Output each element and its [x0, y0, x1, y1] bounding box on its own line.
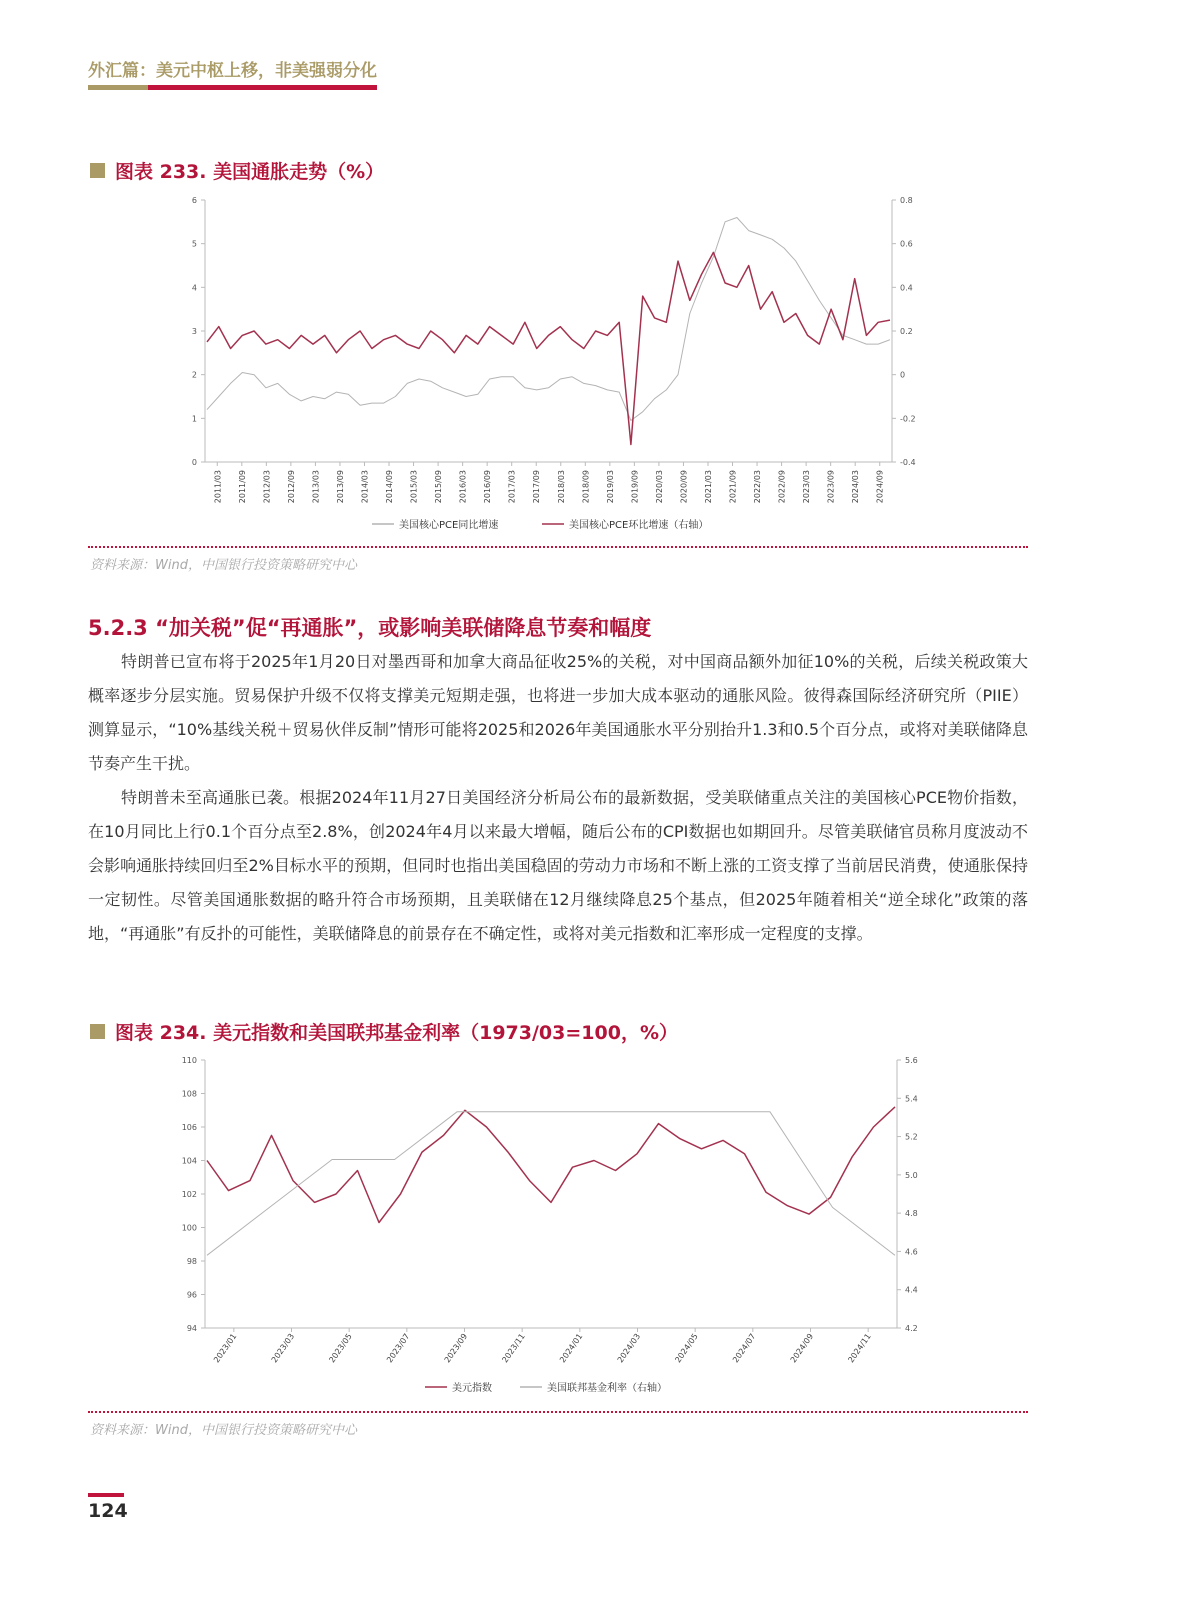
x-tick-label: 2020/03: [654, 470, 664, 504]
x-tick-label: 2019/09: [630, 470, 640, 504]
y-tick-label: 0: [191, 458, 197, 467]
x-tick-label: 2011/09: [237, 470, 247, 504]
x-tick-label: 2024/07: [731, 1331, 758, 1365]
x-tick-label: 2023/09: [826, 470, 836, 504]
x-tick-label: 2018/09: [581, 470, 591, 504]
figure-233-source: 资料来源：Wind，中国银行投资策略研究中心: [90, 558, 357, 573]
x-tick-label: 2022/09: [777, 470, 787, 504]
section-heading: 5.2.3 “加关税”促“再通胀”，或影响美联储降息节奏和幅度: [88, 616, 652, 640]
y-tick-label: 102: [181, 1190, 197, 1199]
x-tick-label: 2024/05: [673, 1331, 700, 1365]
series-line-2: [207, 1112, 895, 1256]
x-tick-label: 2023/03: [802, 470, 812, 504]
x-tick-label: 2018/03: [556, 470, 566, 504]
running-header: 外汇篇：美元中枢上移，非美强弱分化: [88, 61, 377, 81]
x-tick-label: 2012/09: [286, 470, 296, 504]
y-tick-label: 94: [186, 1324, 197, 1333]
x-tick-label: 2021/03: [703, 470, 713, 504]
y-tick-label: 4: [191, 283, 197, 293]
x-tick-label: 2011/03: [213, 470, 223, 504]
x-tick-label: 2023/07: [385, 1331, 412, 1365]
y2-tick-label: -0.2: [900, 414, 916, 424]
x-tick-label: 2022/03: [753, 470, 763, 504]
x-tick-label: 2023/11: [500, 1331, 527, 1365]
y2-tick-label: 0.8: [900, 196, 913, 205]
x-tick-label: 2023/09: [442, 1331, 470, 1365]
y2-tick-label: 4.4: [905, 1285, 918, 1295]
x-tick-label: 2015/09: [434, 470, 444, 504]
figure-234-title: [90, 1018, 678, 1045]
square-bullet-icon: [90, 163, 105, 178]
y-tick-label: 108: [181, 1089, 197, 1099]
legend-label: 美国核心PCE环比增速（右轴）: [569, 520, 709, 531]
x-tick-label: 2024/03: [615, 1331, 643, 1365]
x-tick-label: 2014/03: [360, 470, 370, 504]
header-rule-gold: [88, 85, 148, 90]
figure-234-source: 资料来源：Wind，中国银行投资策略研究中心: [90, 1423, 357, 1438]
dotted-divider: [88, 1411, 1028, 1413]
x-tick-label: 2019/03: [605, 470, 615, 504]
x-tick-label: 2024/09: [875, 470, 885, 504]
y2-tick-label: 4.2: [905, 1324, 918, 1333]
figure-233-title: [90, 157, 384, 184]
y2-tick-label: 4.8: [905, 1209, 918, 1219]
y2-tick-label: -0.4: [900, 458, 916, 467]
y-tick-label: 5: [191, 239, 197, 249]
figure-233-title-text: 图表 233. 美国通胀走势（%）: [115, 161, 385, 183]
figure-234-title-text: 图表 234. 美元指数和美国联邦基金利率（1973/03=100，%）: [115, 1022, 678, 1044]
y2-tick-label: 4.6: [905, 1247, 918, 1257]
y2-tick-label: 5.6: [905, 1056, 918, 1065]
x-tick-label: 2016/09: [483, 470, 493, 504]
y-tick-label: 2: [191, 370, 197, 380]
paragraph-2: 特朗普未至高通胀已袭。根据2024年11月27日美国经济分析局公布的最新数据，受美联储重点关注的美国核心PCE物价指数，在10月同比上行0.1个百分点至2.8%，创2024年4月以来最大增幅，随后公布的CPI数据也如期回升。尽管美联储官员称月度波动不会影响通胀持续回归至2%目标水平的预期，但同时也指出美国稳固的劳动力市场和不断上涨的工资支撑了当前居民消费，使通胀保持一定韧性。尽管美国通胀数据的略升符合市场预期，且美联储在12月继续降息25个基点，但2025年随着相关“逆全球化”政策的落地，“再通胀”有反扑的可能性，美联储降息的前景存在不确定性，或将对美元指数和汇率形成一定程度的支撑。: [88, 788, 1028, 943]
x-tick-label: 2013/03: [311, 470, 321, 504]
y2-tick-label: 5.2: [905, 1132, 918, 1142]
y2-tick-label: 0.6: [900, 239, 913, 249]
x-tick-label: 2020/09: [679, 470, 689, 504]
x-tick-label: 2017/03: [507, 470, 517, 504]
square-bullet-icon: [90, 1024, 105, 1039]
x-tick-label: 2016/03: [458, 470, 468, 504]
x-tick-label: 2024/03: [851, 470, 861, 504]
x-tick-label: 2023/01: [212, 1331, 239, 1365]
header-rule-red: [148, 85, 377, 90]
y2-tick-label: 5.4: [905, 1094, 918, 1104]
figure-234-chart: [150, 1050, 940, 1402]
x-tick-label: 2024/11: [846, 1331, 873, 1365]
y2-tick-label: 5.0: [905, 1170, 918, 1180]
x-tick-label: 2023/05: [327, 1331, 354, 1365]
x-tick-label: 2023/03: [269, 1331, 297, 1365]
page-number: 124: [88, 1500, 128, 1522]
y2-tick-label: 0: [900, 370, 906, 380]
y2-tick-label: 0.4: [900, 283, 913, 293]
x-tick-label: 2021/09: [728, 470, 738, 504]
y-tick-label: 100: [181, 1223, 197, 1233]
y-tick-label: 106: [181, 1123, 197, 1132]
legend-label: 美国核心PCE同比增速: [399, 520, 499, 531]
legend-label: 美国联邦基金利率（右轴）: [547, 1383, 667, 1394]
series-line-2: [207, 252, 890, 444]
figure-233-chart: [150, 188, 940, 538]
y-tick-label: 6: [191, 196, 197, 205]
y-tick-label: 96: [186, 1290, 197, 1300]
y-tick-label: 104: [181, 1156, 197, 1166]
page-number-rule: [88, 1493, 124, 1497]
x-tick-label: 2015/03: [409, 470, 419, 504]
x-tick-label: 2024/09: [788, 1331, 816, 1365]
y-tick-label: 1: [191, 414, 197, 424]
x-tick-label: 2024/01: [558, 1331, 585, 1365]
dotted-divider: [88, 546, 1028, 548]
paragraph-1: 特朗普已宣布将于2025年1月20日对墨西哥和加拿大商品征收25%的关税，对中国商品额外加征10%的关税，后续关税政策大概率逐步分层实施。贸易保护升级不仅将支撑美元短期走强，也将进一步加大成本驱动的通胀风险。彼得森国际经济研究所（PIIE）测算显示，“10%基线关税＋贸易伙伴反制”情形可能将2025和2026年美国通胀水平分别抬升1.3和0.5个百分点，或将对美联储降息节奏产生干扰。: [88, 652, 1028, 773]
x-tick-label: 2014/09: [385, 470, 395, 504]
y-tick-label: 3: [191, 327, 197, 336]
y2-tick-label: 0.2: [900, 327, 913, 336]
x-tick-label: 2017/09: [532, 470, 542, 504]
series-line-1: [207, 1107, 895, 1223]
x-tick-label: 2013/09: [335, 470, 345, 504]
y-tick-label: 98: [186, 1257, 197, 1266]
x-tick-label: 2012/03: [262, 470, 272, 504]
legend-label: 美元指数: [452, 1383, 492, 1394]
y-tick-label: 110: [181, 1056, 197, 1065]
